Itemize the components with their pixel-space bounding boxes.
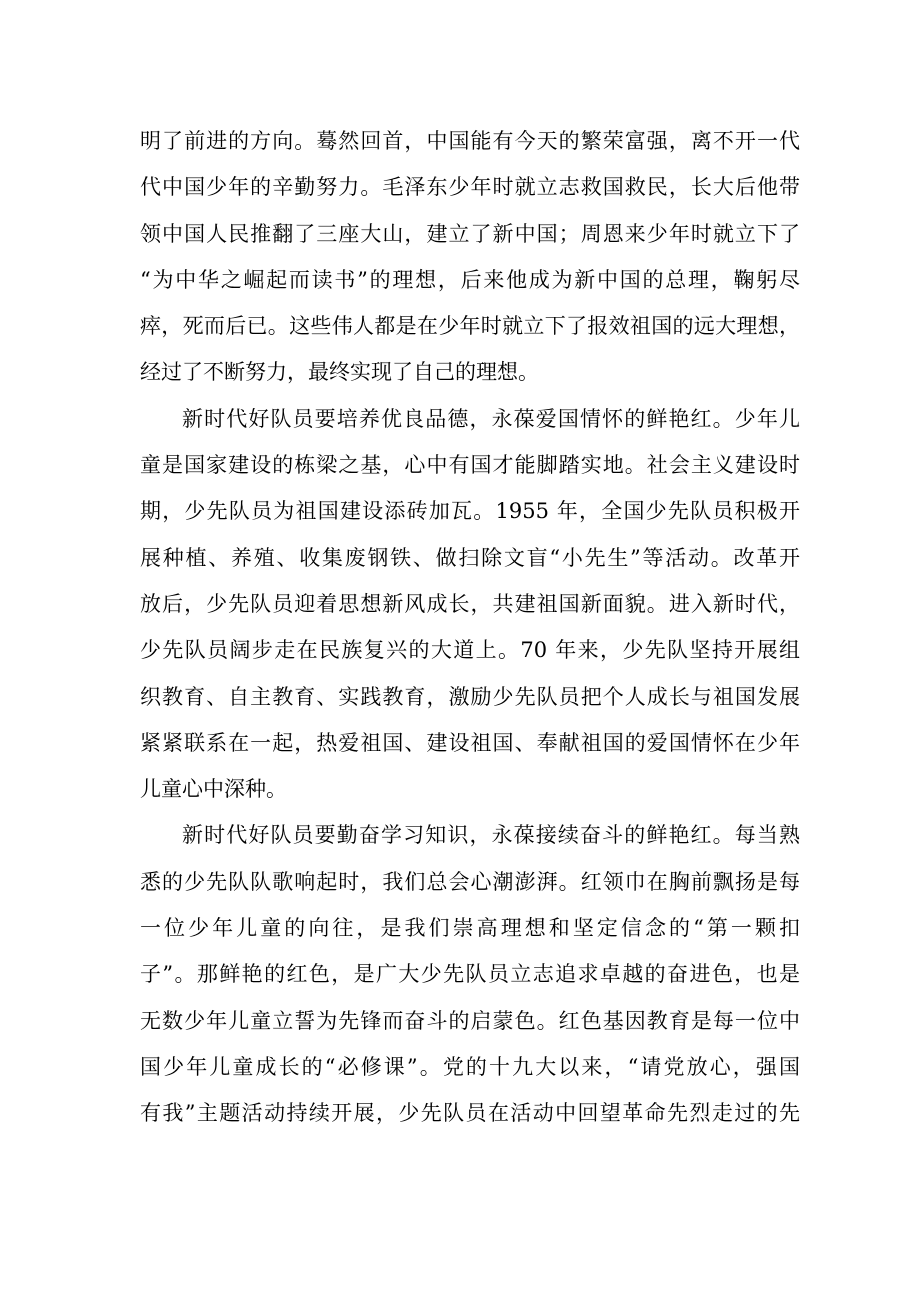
paragraph-line: 紧紧联系在一起，热爱祖国、建设祖国、奉献祖国的爱国情怀在少年	[140, 730, 800, 755]
paragraph-line: 国少年儿童成长的“必修课”。党的十九大以来，“请党放心，强国	[140, 1054, 800, 1079]
paragraph-line: 有我”主题活动持续开展，少先队员在活动中回望革命先烈走过的先	[140, 1101, 800, 1126]
paragraph-line: 无数少年儿童立誓为先锋而奋斗的启蒙色。红色基因教育是每一位中	[140, 1008, 800, 1033]
paragraph-line: 儿童心中深种。	[140, 777, 287, 802]
paragraph-line: 新时代好队员要培养优良品德，永葆爱国情怀的鲜艳红。少年儿	[182, 406, 800, 431]
paragraph-line: 少先队员阔步走在民族复兴的大道上。70 年来，少先队坚持开展组	[140, 638, 800, 663]
paragraph-line: 展种植、养殖、收集废钢铁、做扫除文盲“小先生”等活动。改革开	[140, 545, 800, 570]
paragraph-line: 悉的少先队队歌响起时，我们总会心潮澎湃。红领巾在胸前飘扬是每	[140, 869, 800, 894]
paragraph-line: 经过了不断努力，最终实现了自己的理想。	[140, 360, 539, 385]
paragraph-line: 织教育、自主教育、实践教育，激励少先队员把个人成长与祖国发展	[140, 684, 800, 709]
paragraph-line: 领中国人民推翻了三座大山，建立了新中国；周恩来少年时就立下了	[140, 221, 800, 246]
paragraph-line: 代中国少年的辛勤努力。毛泽东少年时就立志救国救民，长大后他带	[140, 175, 800, 200]
paragraph-line: 明了前进的方向。蓦然回首，中国能有今天的繁荣富强，离不开一代	[140, 129, 800, 153]
paragraph-line: “为中华之崛起而读书”的理想，后来他成为新中国的总理，鞠躬尽	[140, 267, 800, 292]
paragraph-line: 期，少先队员为祖国建设添砖加瓦。1955 年，全国少先队员积极开	[140, 499, 800, 524]
paragraph-line: 瘁，死而后已。这些伟人都是在少年时就立下了报效祖国的远大理想，	[140, 314, 800, 339]
paragraph-line: 子”。那鲜艳的红色，是广大少先队员立志追求卓越的奋进色，也是	[140, 962, 800, 987]
paragraph-line: 童是国家建设的栋梁之基，心中有国才能脚踏实地。社会主义建设时	[140, 453, 800, 478]
document-body	[140, 118, 800, 1137]
paragraph-line: 新时代好队员要勤奋学习知识，永葆接续奋斗的鲜艳红。每当熟	[182, 823, 800, 848]
paragraph-line: 放后，少先队员迎着思想新风成长，共建祖国新面貌。进入新时代，	[140, 591, 800, 616]
paragraph-line: 一位少年儿童的向往，是我们崇高理想和坚定信念的“第一颗扣	[140, 916, 800, 941]
